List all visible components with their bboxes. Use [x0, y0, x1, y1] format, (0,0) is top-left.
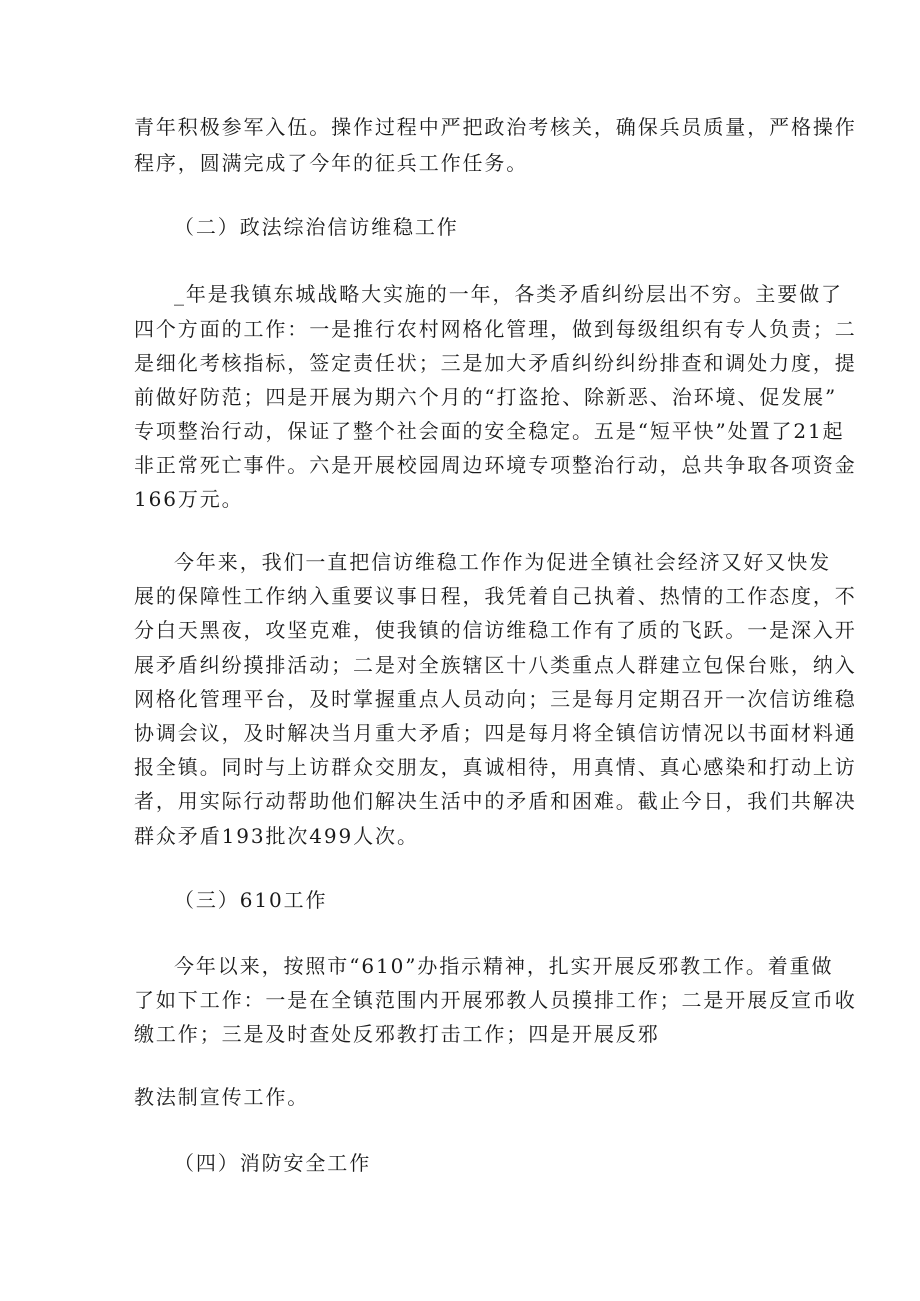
- text-line: 群众矛盾193批次499人次。: [134, 824, 419, 848]
- text-line: _年是我镇东城战略大实施的一年，各类矛盾纠纷层出不穷。主要做了: [174, 282, 843, 306]
- text-line: 专项整治行动，保证了整个社会面的安全稳定。五是“短平快”处置了21起: [134, 419, 845, 443]
- section-heading-2: （二）政法综治信访维稳工作: [174, 215, 459, 239]
- text-line: 青年积极参军入伍。操作过程中严把政治考核关，确保兵员质量，严格操作: [134, 115, 857, 139]
- text-line: 今年以来，按照市“610”办指示精神，扎实开展反邪教工作。着重做: [174, 954, 834, 978]
- section-heading-3: （三）610工作: [174, 888, 328, 912]
- text-line: 展矛盾纠纷摸排活动；二是对全族辖区十八类重点人群建立包保台账，纳入: [134, 653, 857, 677]
- text-line: 报全镇。同时与上访群众交朋友，真诚相待，用真情、真心感染和打动上访: [134, 755, 857, 779]
- text-line: 缴工作；三是及时查处反邪教打击工作；四是开展反邪: [134, 1022, 660, 1046]
- text-line: 前做好防范；四是开展为期六个月的“打盗抢、除新恶、治环境、促发展”: [134, 385, 838, 409]
- text-line: 网格化管理平台，及时掌握重点人员动向；三是每月定期召开一次信访维稳: [134, 687, 857, 711]
- section-heading-4: （四）消防安全工作: [174, 1151, 372, 1175]
- text-line: 今年来，我们一直把信访维稳工作作为促进全镇社会经济又好又快发: [174, 550, 831, 574]
- text-line: 程序，圆满完成了今年的征兵工作任务。: [134, 151, 529, 175]
- text-line: 四个方面的工作：一是推行农村网格化管理，做到每级组织有专人负责；二: [134, 317, 857, 341]
- text-line: 者，用实际行动帮助他们解决生活中的矛盾和困难。截止今日，我们共解决: [134, 789, 857, 813]
- text-line: 非正常死亡事件。六是开展校园周边环境专项整治行动，总共争取各项资金: [134, 453, 857, 477]
- text-line: 分白天黑夜，攻坚克难，使我镇的信访维稳工作有了质的飞跃。一是深入开: [134, 618, 857, 642]
- text-line: 协调会议，及时解决当月重大矛盾；四是每月将全镇信访情况以书面材料通: [134, 721, 857, 745]
- text-line: 了如下工作：一是在全镇范围内开展邪教人员摸排工作；二是开展反宣币收: [134, 988, 857, 1012]
- text-line: 是细化考核指标，签定责任状；三是加大矛盾纠纷纠纷排查和调处力度，提: [134, 351, 857, 375]
- text-line: 教法制宣传工作。: [134, 1085, 310, 1109]
- text-line: 展的保障性工作纳入重要议事日程，我凭着自己执着、热情的工作态度，不: [134, 584, 857, 608]
- text-line: 166万元。: [134, 487, 244, 511]
